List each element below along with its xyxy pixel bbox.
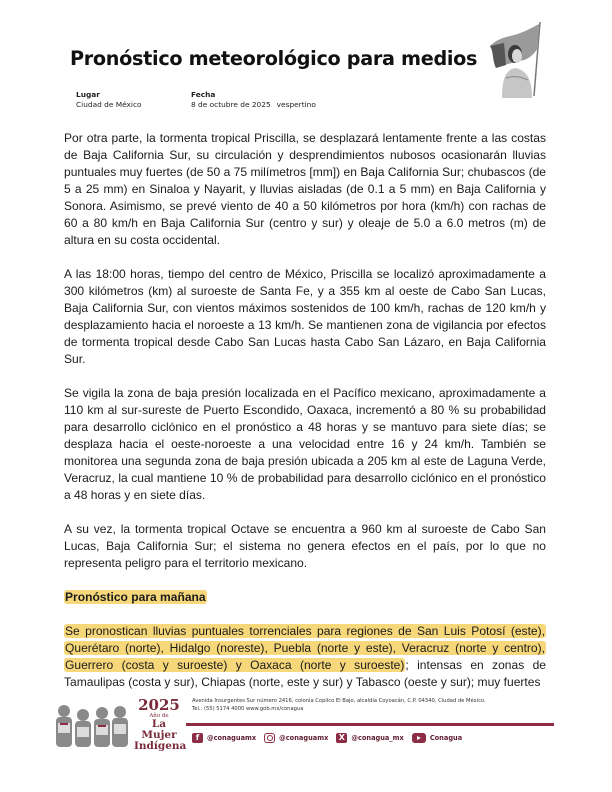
- paragraph-priscilla-forecast: Por otra parte, la tormenta tropical Priscilla, se desplazará lentamente frente a las costas de Baja California Sur, su circulación y desprendimientos nubosos ocasionarán lluvias puntuales muy fuertes (de 50 a 75 milímetros [mm]) en Baja California Sur; chubascos (de 5 a 25 mm) en Sinaloa y Nayarit, y lluvias aisladas (de 0.1 a 5 mm) en Baja California y Sonora. Asimismo, se prevé viento de 40 a 50 kilómetros por hora (km/h) con rachas de 60 a 80 km/h en Baja California Sur (centro y sur) y oleaje de 5.0 a 6.0 metros (m) de altura en su costa occidental.: [64, 131, 546, 247]
- social-x[interactable]: [336, 733, 403, 743]
- date-block: [191, 90, 316, 110]
- woman-with-flag-icon: [484, 18, 548, 98]
- logo-subtitle: Año de: [149, 713, 169, 719]
- facebook-handle[interactable]: @conaguamx: [207, 734, 257, 742]
- social-youtube[interactable]: [412, 733, 462, 743]
- instagram-icon: [264, 733, 275, 743]
- section-heading-text: Pronóstico para mañana: [65, 590, 206, 604]
- x-icon: X: [336, 733, 347, 743]
- section-heading: [64, 589, 546, 606]
- paragraph-tomorrow-forecast: [64, 623, 546, 691]
- document-body: [64, 130, 546, 708]
- youtube-handle[interactable]: Conagua: [429, 734, 463, 742]
- indigenous-women-illustration: [52, 697, 132, 749]
- address-line: Avenida Insurgentes Sur número 2416, colonia Copilco El Bajo, alcaldía Coyoacán, C.P. 04340, Ciudad de México.: [192, 698, 486, 704]
- footer-divider: [186, 723, 554, 726]
- contact-line: Tel.: (55) 5174 4000 www.gob.mx/conagua: [192, 705, 304, 712]
- year-of-indigenous-woman-logo: [134, 696, 187, 752]
- facebook-icon: f: [192, 733, 203, 743]
- highlighted-forecast: Se pronostican lluvias puntuales torrenciales para regiones de San Luis Potosí (este), Querétaro (norte), Hidalgo (noreste), Puebla (norte y este), Veracruz (norte y centro), Guerrero (costa y suroeste) y Oaxaca (norte y suroeste): [65, 624, 545, 672]
- youtube-icon: [412, 733, 426, 743]
- logo-year: 2025: [138, 696, 180, 714]
- x-handle[interactable]: @conagua_mx: [351, 734, 404, 742]
- date-value: 8 de octubre de 2025: [191, 100, 271, 109]
- date-label: Fecha: [191, 90, 216, 99]
- paragraph-low-pressure: Se vigila la zona de baja presión localizada en el Pacífico mexicano, aproximadamente a 110 km al sur-sureste de Puerto Escondido, Oaxaca, incrementó a 80 % su probabilidad para desarrollo ciclónico en el pronóstico a 48 horas y se mantuvo para siete días; se desplaza hacia el oeste-noroeste a una velocidad entre 16 y 24 km/h. También se monitorea una segunda zona de baja presión ubicada a 205 km al este de Laguna Verde, Veracruz, la cual mantiene 10 % de probabilidad para desarrollo ciclónico en el pronóstico a 48 horas y en siete días.: [64, 386, 546, 502]
- logo-line-1: La Mujer: [141, 718, 177, 741]
- location-value: Ciudad de México: [76, 100, 142, 109]
- social-facebook[interactable]: [192, 733, 256, 743]
- paragraph-priscilla-position: A las 18:00 horas, tiempo del centro de México, Priscilla se localizó aproximadamente a 300 kilómetros (km) al suroeste de Santa Fe, y a 355 km al oeste de Cabo San Lucas, Baja California Sur, con vientos máximos sostenidos de 100 km/h, rachas de 120 km/h y desplazamiento hacia el noroeste a 13 km/h. Se mantienen zona de vigilancia por efectos de tormenta tropical desde Cabo San Lucas hasta Cabo San Lázaro, en Baja California Sur.: [64, 267, 546, 366]
- shift-value: vespertino: [276, 100, 316, 109]
- social-links: [192, 733, 470, 743]
- location-block: [76, 90, 142, 110]
- footer-address: [192, 698, 486, 713]
- logo-line-2: Indígena: [134, 740, 187, 752]
- paragraph-octave: A su vez, la tormenta tropical Octave se encuentra a 960 km al suroeste de Cabo San Lucas, Baja California Sur; el sistema no genera efectos en el país, por lo que no representa peligro para el territorio mexicano.: [64, 522, 546, 570]
- page-title: Pronóstico meteorológico para medios: [70, 47, 478, 70]
- social-instagram[interactable]: [264, 733, 328, 743]
- instagram-handle[interactable]: @conaguamx: [279, 734, 329, 742]
- forecast-continuation: ; intensas en zonas de Tamaulipas (costa y sur), Chiapas (norte, este y sur) y Tabasco (oeste y sur); muy fuertes: [64, 658, 546, 689]
- location-label: Lugar: [76, 90, 100, 99]
